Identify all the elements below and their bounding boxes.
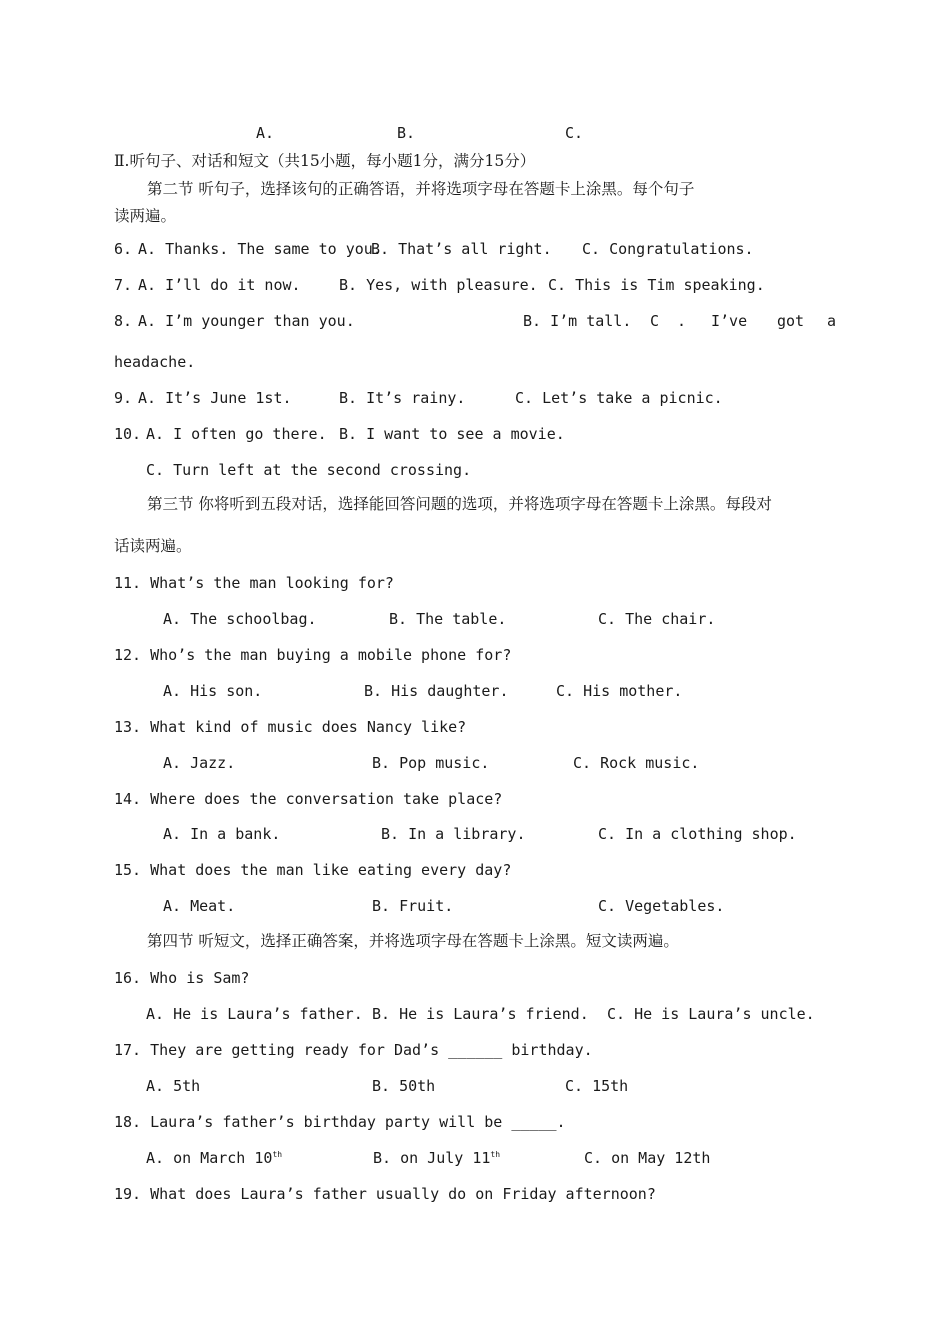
q7-number: 7. <box>114 276 133 294</box>
q9-number: 9. <box>114 389 133 407</box>
q6-option-a: A. Thanks. The same to you. <box>138 240 382 258</box>
q7-option-b: B. Yes, with pleasure. <box>339 276 538 294</box>
q13-option-b: B. Pop music. <box>372 754 490 772</box>
q16-stem: 16. Who is Sam? <box>114 969 250 987</box>
q18-option-a <box>146 1148 282 1168</box>
q12-option-b: B. His daughter. <box>364 682 509 700</box>
q17-option-b: B. 50th <box>372 1077 436 1095</box>
q10-option-c: C. Turn left at the second crossing. <box>146 461 472 479</box>
q8-option-c-dot: . <box>677 312 687 330</box>
q13-option-c: C. Rock music. <box>573 754 700 772</box>
q7-option-c: C. This is Tim speaking. <box>548 276 765 294</box>
q12-option-c: C. His mother. <box>556 682 683 700</box>
option-c-label: C. <box>565 124 584 142</box>
q8-option-c-cont: headache. <box>114 353 196 371</box>
part2-instructions: 第二节 听句子，选择该句的正确答语，并将选项字母在答题卡上涂黑。每个句子 <box>147 180 695 198</box>
q17-option-c: C. 15th <box>565 1077 629 1095</box>
q16-option-b: B. He is Laura’s friend. <box>372 1005 589 1023</box>
q18-option-b <box>373 1148 500 1168</box>
q13-option-a: A. Jazz. <box>163 754 236 772</box>
q7-option-a: A. I’ll do it now. <box>138 276 301 294</box>
q8-option-c-word2: got <box>777 312 805 330</box>
q8-option-c-word1: I’ve <box>711 312 748 330</box>
q8-number: 8. <box>114 312 133 330</box>
q11-option-a: A. The schoolbag. <box>163 610 317 628</box>
q9-option-a: A. It’s June 1st. <box>138 389 292 407</box>
q14-stem: 14. Where does the conversation take place? <box>114 790 503 808</box>
q9-option-c: C. Let’s take a picnic. <box>515 389 723 407</box>
q8-option-c-word3: a <box>827 312 837 330</box>
part2-instructions-cont: 读两遍。 <box>114 207 177 225</box>
q11-option-c: C. The chair. <box>598 610 716 628</box>
part3-instructions-cont: 话读两遍。 <box>114 537 192 555</box>
q8-option-a: A. I’m younger than you. <box>138 312 355 330</box>
q15-stem: 15. What does the man like eating every day? <box>114 861 512 879</box>
option-b-label: B. <box>397 124 416 142</box>
q18-option-a-suffix: th <box>272 1150 283 1159</box>
q18-option-b-suffix: th <box>490 1150 501 1159</box>
q14-option-b: B. In a library. <box>381 825 526 843</box>
q10-number: 10. <box>114 425 142 443</box>
q18-option-c: C. on May 12th <box>584 1149 711 1167</box>
q14-option-a: A. In a bank. <box>163 825 281 843</box>
q18-option-a-text: A. on March 10 <box>146 1149 273 1167</box>
q11-stem: 11. What’s the man looking for? <box>114 574 394 592</box>
q15-option-b: B. Fruit. <box>372 897 454 915</box>
q8-option-c-letter: C <box>650 312 660 330</box>
q6-option-b: B. That’s all right. <box>371 240 552 258</box>
q9-option-b: B. It’s rainy. <box>339 389 466 407</box>
q18-option-b-text: B. on July 11 <box>373 1149 491 1167</box>
q17-stem: 17. They are getting ready for Dad’s ______ birthday. <box>114 1041 593 1059</box>
q18-stem: 18. Laura’s father’s birthday party will be _____. <box>114 1113 566 1131</box>
q8-option-b: B. I’m tall. <box>523 312 632 330</box>
q15-option-a: A. Meat. <box>163 897 236 915</box>
q13-stem: 13. What kind of music does Nancy like? <box>114 718 467 736</box>
q17-option-a: A. 5th <box>146 1077 201 1095</box>
section-ii-heading: Ⅱ.听句子、对话和短文（共15小题，每小题1分，满分15分） <box>114 152 536 170</box>
q12-stem: 12. Who’s the man buying a mobile phone for? <box>114 646 512 664</box>
q11-option-b: B. The table. <box>389 610 507 628</box>
q6-option-c: C. Congratulations. <box>582 240 754 258</box>
q19-stem: 19. What does Laura’s father usually do on Friday afternoon? <box>114 1185 656 1203</box>
q16-option-a: A. He is Laura’s father. <box>146 1005 363 1023</box>
q6-number: 6. <box>114 240 133 258</box>
option-a-label: A. <box>256 124 275 142</box>
q15-option-c: C. Vegetables. <box>598 897 725 915</box>
part3-instructions: 第三节 你将听到五段对话，选择能回答问题的选项，并将选项字母在答题卡上涂黑。每段对 <box>147 495 772 513</box>
q10-option-a: A. I often go there. <box>146 425 327 443</box>
q10-option-b: B. I want to see a movie. <box>339 425 565 443</box>
q12-option-a: A. His son. <box>163 682 263 700</box>
q14-option-c: C. In a clothing shop. <box>598 825 797 843</box>
q16-option-c: C. He is Laura’s uncle. <box>607 1005 815 1023</box>
part4-instructions: 第四节 听短文，选择正确答案，并将选项字母在答题卡上涂黑。短文读两遍。 <box>147 932 679 950</box>
